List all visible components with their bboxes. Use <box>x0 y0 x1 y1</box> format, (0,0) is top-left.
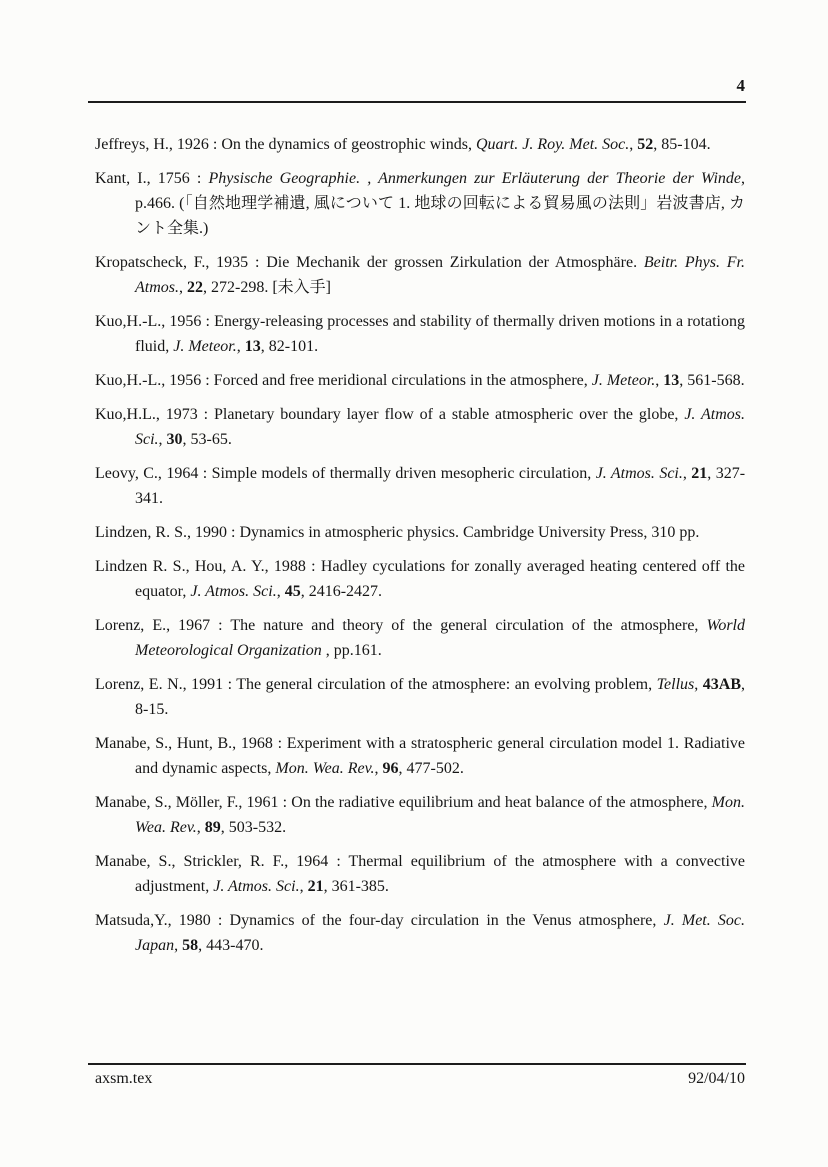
reference-text-segment: , pp.161. <box>325 642 382 659</box>
reference-text-segment: Kropatscheck, F., 1935 : Die Mechanik der grossen Zirkulation der Atmosphäre. <box>95 254 644 271</box>
reference-text-segment: Tellus <box>656 676 695 693</box>
reference-text-segment: , 85-104. <box>653 136 711 153</box>
reference-text-segment: Kant, I., 1756 : <box>95 170 209 187</box>
page-number: 4 <box>736 76 745 95</box>
footer-rule <box>88 1063 746 1065</box>
reference-text-segment: , p.466. (「自然地理学補遺, 風について 1. 地球の回転による貿易風の法則」岩波書店, カント全集.) <box>135 170 746 237</box>
reference-entry <box>95 613 745 663</box>
reference-entry <box>95 790 745 840</box>
reference-entry <box>95 672 745 722</box>
reference-text-segment: Manabe, S., Strickler, R. F., 1964 : Thermal equilibrium of the atmosphere with a convective adjustment, <box>95 853 745 895</box>
reference-entry <box>95 554 745 604</box>
references-list <box>95 132 745 967</box>
reference-text-segment: , 477-502. <box>398 760 464 777</box>
footer-filename: axsm.tex <box>95 1070 153 1087</box>
reference-text-segment: , <box>299 878 308 895</box>
reference-text-segment: 89 <box>204 819 221 836</box>
reference-text-segment: , <box>174 937 183 954</box>
reference-text-segment: J. Met. Soc. Japan <box>135 912 746 954</box>
reference-text-segment: , <box>179 279 187 296</box>
reference-entry <box>95 309 745 359</box>
reference-text-segment: , 327-341. <box>135 465 746 507</box>
reference-text-segment: , <box>276 583 285 600</box>
reference-entry <box>95 461 745 511</box>
reference-text-segment: Kuo,H.L., 1973 : Planetary boundary layer flow of a stable atmospheric over the globe, <box>95 406 685 423</box>
reference-text-segment: J. Atmos. Sci. <box>595 465 683 482</box>
reference-text-segment: 21 <box>691 465 708 482</box>
reference-text-segment: , 503-532. <box>220 819 287 836</box>
reference-text-segment: Jeffreys, H., 1926 : On the dynamics of geostrophic winds, <box>95 136 476 153</box>
reference-text-segment: 45 <box>284 583 301 600</box>
reference-text-segment: , 361-385. <box>323 878 389 895</box>
reference-text-segment: J. Atmos. Sci. <box>190 583 277 600</box>
reference-text-segment: , 8-15. <box>135 676 746 718</box>
reference-text-segment: , <box>236 338 245 355</box>
reference-entry <box>95 520 745 545</box>
reference-text-segment: , 443-470. <box>198 937 264 954</box>
reference-text-segment: Matsuda,Y., 1980 : Dynamics of the four-day circulation in the Venus atmosphere, <box>95 912 664 929</box>
reference-entry <box>95 908 745 958</box>
reference-text-segment: 13 <box>663 372 680 389</box>
reference-text-segment: Lindzen R. S., Hou, A. Y., 1988 : Hadley cyculations for zonally averaged heating centered off the equator, <box>95 558 745 600</box>
reference-entry <box>95 250 745 300</box>
reference-entry <box>95 368 745 393</box>
reference-text-segment: , <box>374 760 383 777</box>
reference-text-segment: Leovy, C., 1964 : Simple models of thermally driven mesopheric circulation, <box>95 465 596 482</box>
reference-text-segment: , 561-568. <box>679 372 745 389</box>
reference-text-segment: J. Atmos. Sci. <box>135 406 746 448</box>
reference-text-segment: Kuo,H.-L., 1956 : Forced and free meridional circulations in the atmosphere, <box>95 372 592 389</box>
reference-text-segment: Manabe, S., Möller, F., 1961 : On the radiative equilibrium and heat balance of the atmosphere, <box>95 794 712 811</box>
reference-text-segment: Lorenz, E. N., 1991 : The general circulation of the atmosphere: an evolving problem, <box>95 676 657 693</box>
reference-text-segment: Kuo,H.-L., 1956 : Energy-releasing processes and stability of thermally driven motions in a rotationg fluid, <box>95 313 745 355</box>
reference-text-segment: , 2416-2427. <box>300 583 383 600</box>
reference-text-segment: Mon. Wea. Rev. <box>135 794 745 836</box>
reference-text-segment: 30 <box>166 431 183 448</box>
reference-text-segment: 96 <box>382 760 399 777</box>
reference-text-segment: 13 <box>244 338 261 355</box>
reference-text-segment: J. Meteor. <box>173 338 237 355</box>
reference-text-segment: Quart. J. Roy. Met. Soc. <box>475 136 630 153</box>
reference-entry <box>95 132 745 157</box>
reference-text-segment: Lorenz, E., 1967 : The nature and theory of the general circulation of the atmosphere, <box>95 617 707 634</box>
reference-text-segment: Mon. Wea. Rev. <box>275 760 375 777</box>
reference-text-segment: World Meteorological Organization <box>135 617 745 659</box>
reference-text-segment: 21 <box>307 878 324 895</box>
reference-text-segment: , 82-101. <box>260 338 319 355</box>
reference-text-segment: J. Meteor. <box>591 372 656 389</box>
reference-text-segment: Manabe, S., Hunt, B., 1968 : Experiment with a stratospheric general circulation model 1. Radiative and dynamic aspects, <box>95 735 745 777</box>
reference-text-segment: , <box>694 676 703 693</box>
reference-text-segment: , 272-298. [未入手] <box>203 279 331 296</box>
reference-text-segment: , <box>629 136 638 153</box>
reference-text-segment: , <box>158 431 167 448</box>
footer-date: 92/04/10 <box>688 1070 745 1087</box>
reference-entry <box>95 402 745 452</box>
reference-text-segment: , <box>682 465 692 482</box>
reference-text-segment: 43AB <box>702 676 742 693</box>
reference-text-segment: , <box>655 372 664 389</box>
reference-text-segment: 22 <box>187 279 203 296</box>
reference-text-segment: , <box>196 819 205 836</box>
reference-text-segment: , 53-65. <box>182 431 232 448</box>
reference-text-segment: J. Atmos. Sci. <box>213 878 300 895</box>
header-rule <box>88 101 746 103</box>
reference-text-segment: 52 <box>637 136 654 153</box>
reference-entry <box>95 166 745 241</box>
reference-text-segment: 58 <box>182 937 199 954</box>
reference-entry <box>95 849 745 899</box>
reference-text-segment: Lindzen, R. S., 1990 : Dynamics in atmospheric physics. Cambridge University Press, 310 pp. <box>95 524 700 541</box>
reference-text-segment: Physische Geographie. , Anmerkungen zur Erläuterung der Theorie der Winde <box>208 170 742 187</box>
reference-text-segment: Beitr. Phys. Fr. Atmos. <box>135 254 746 296</box>
reference-entry <box>95 731 745 781</box>
